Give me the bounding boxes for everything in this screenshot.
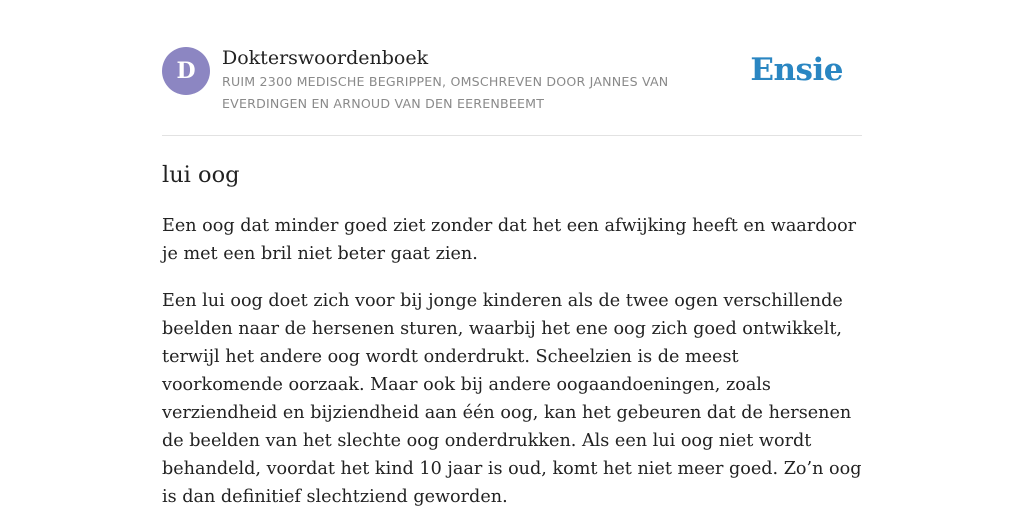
entry-definition <box>162 212 862 511</box>
entry-term: lui oog <box>162 162 240 188</box>
dictionary-title[interactable]: Dokterswoordenboek <box>222 47 429 69</box>
definition-paragraph: Een lui oog doet zich voor bij jonge kinderen als de twee ogen verschillende beelden naar de hersenen sturen, waarbij het ene oog zich goed ontwikkelt, terwijl het andere oog wordt onderdrukt. Scheelzien is de meest voorkomende oorzaak. Maar ook bij andere oogaandoeningen, zoals verziendheid en bijziendheid aan één oog, kan het gebeuren dat de hersenen de beelden van het slechte oog onderdrukken. Als een lui oog niet wordt behandeld, voordat het kind 10 jaar is oud, komt het niet meer goed. Zo’n oog is dan definitief slechtziend geworden. <box>162 291 862 507</box>
page <box>162 0 862 511</box>
definition-paragraph: Een oog dat minder goed ziet zonder dat het een afwijking heeft en waardoor je met een bril niet beter gaat zien. <box>162 216 857 264</box>
dictionary-subtitle: RUIM 2300 MEDISCHE BEGRIPPEN, OMSCHREVEN DOOR JANNES VAN EVERDINGEN EN ARNOUD VAN DEN EERENBEEMT <box>222 74 669 111</box>
ensie-logo[interactable]: Ensie <box>750 52 843 88</box>
dictionary-header <box>162 47 862 135</box>
header-divider <box>162 135 862 136</box>
dictionary-avatar[interactable]: D <box>162 47 210 95</box>
dictionary-info <box>222 47 722 115</box>
